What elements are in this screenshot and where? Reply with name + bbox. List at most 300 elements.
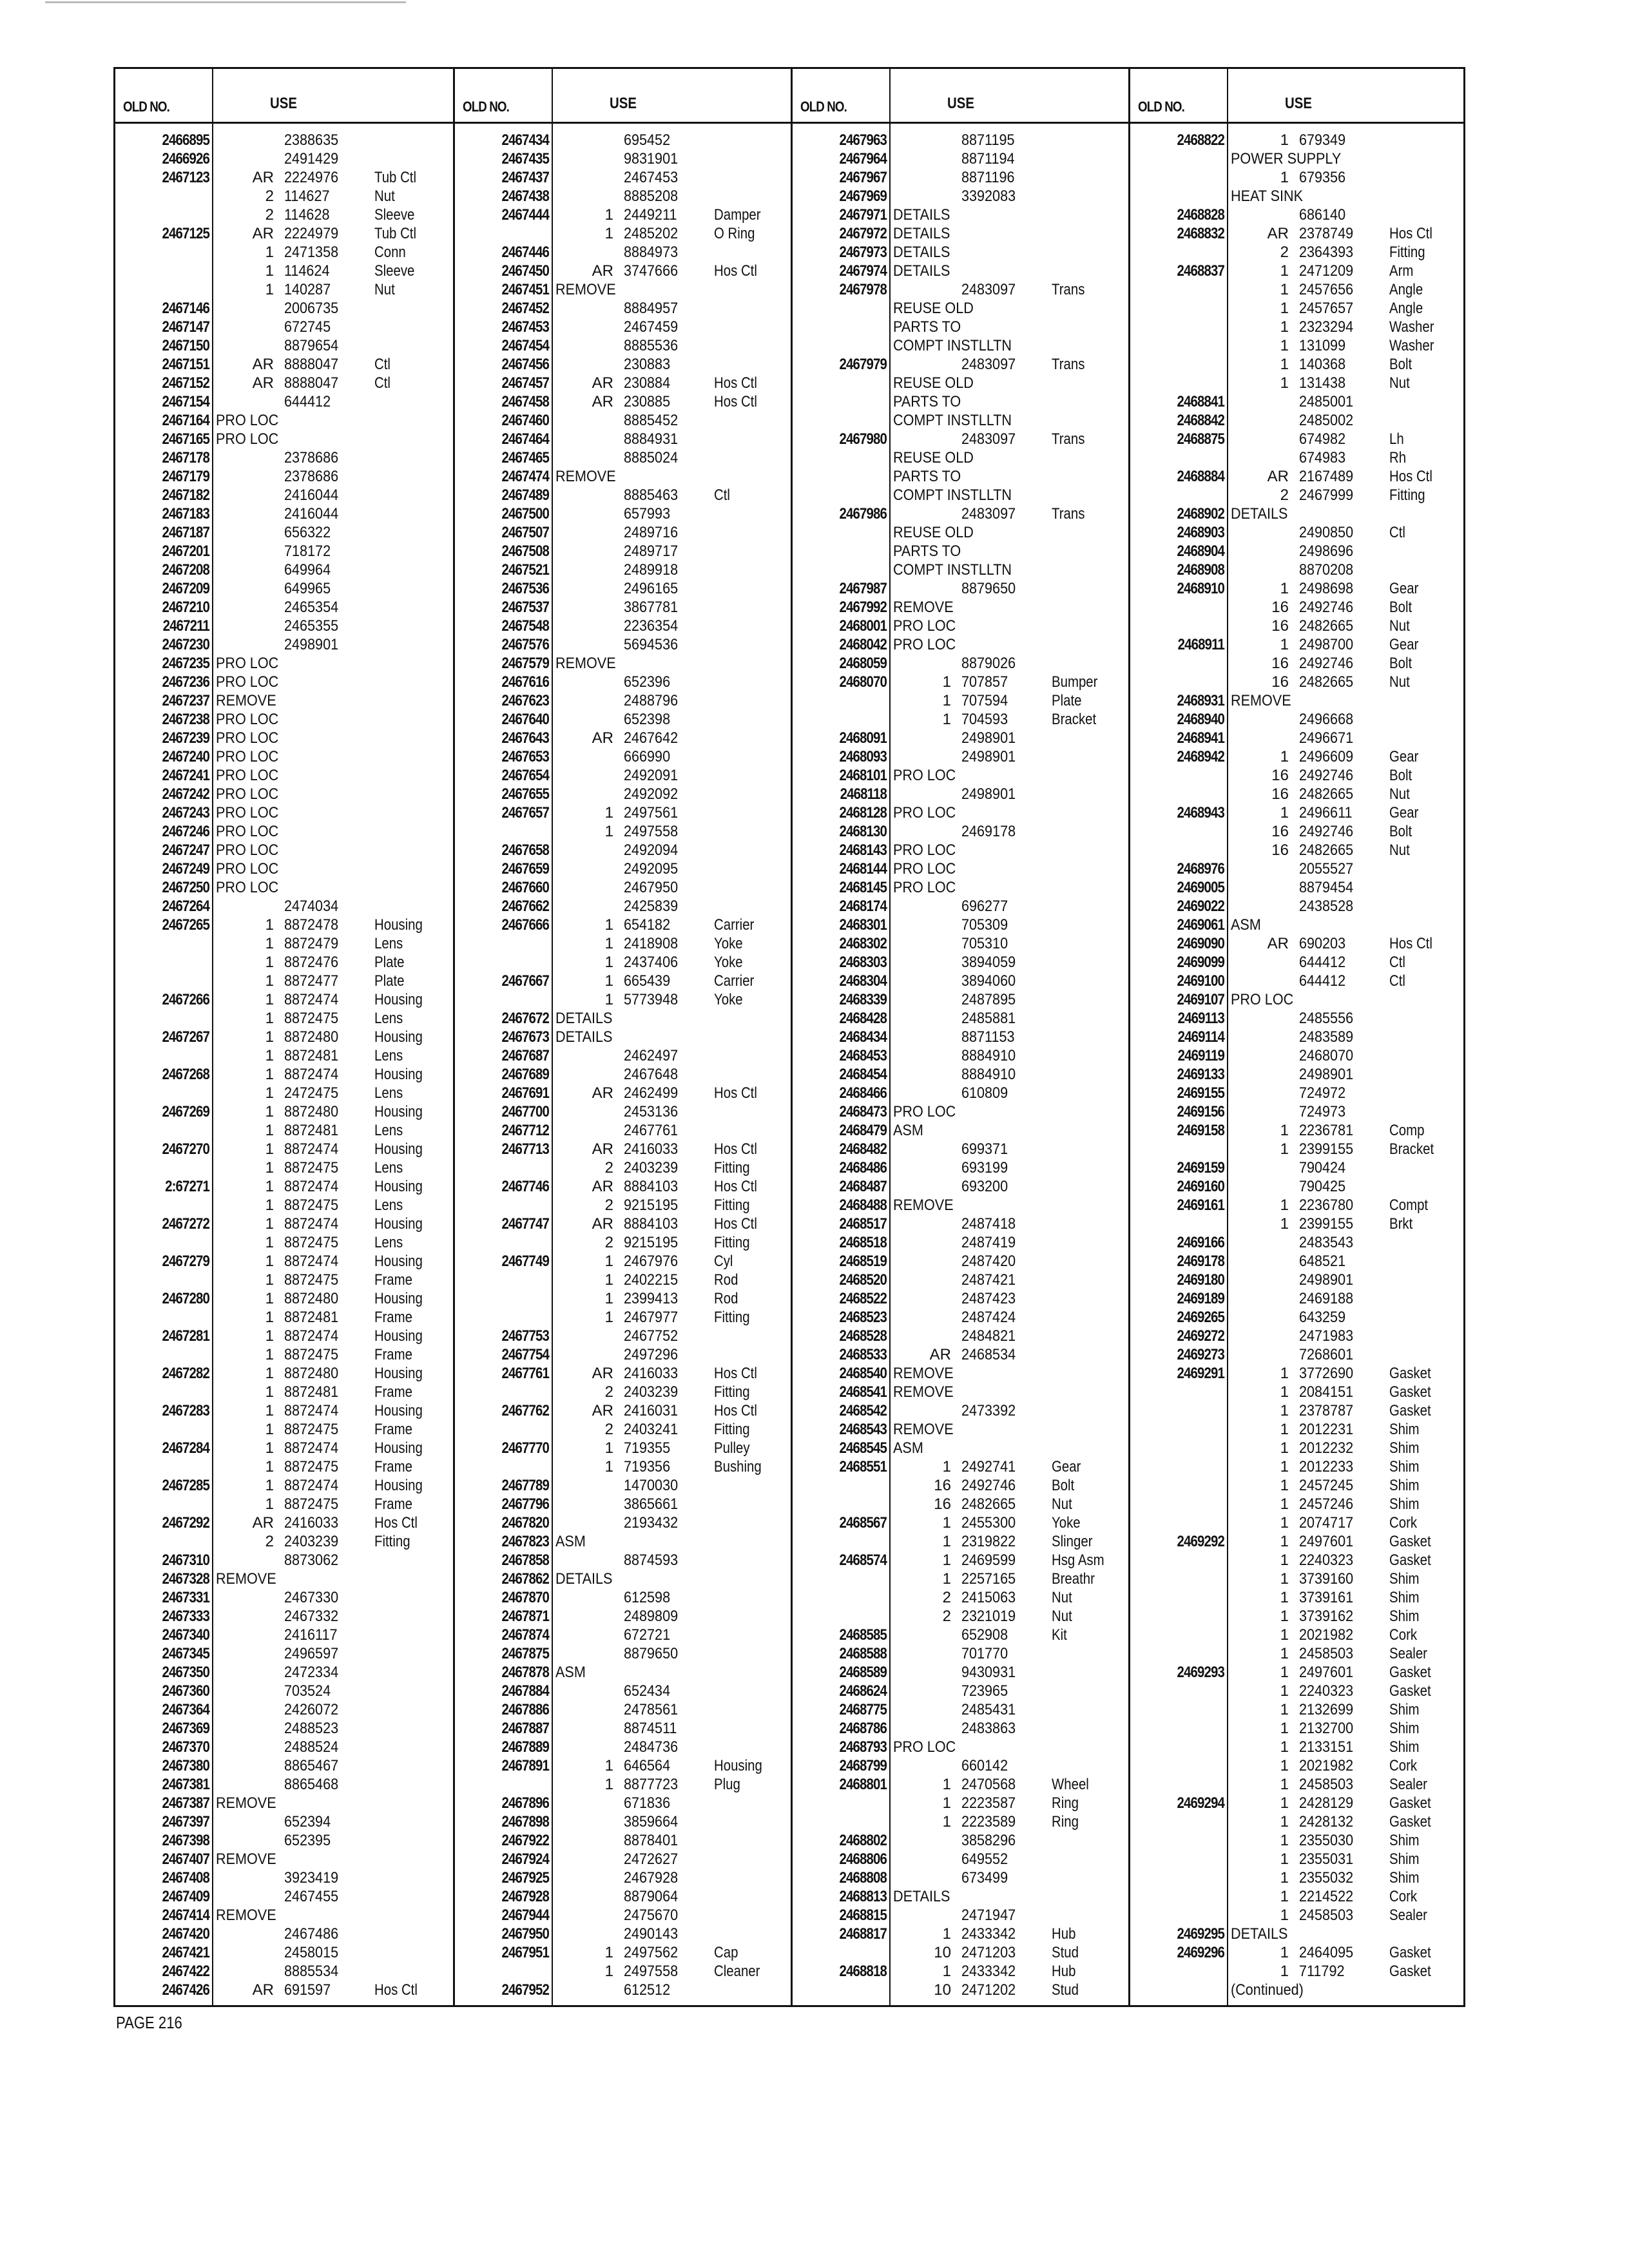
table-row	[115, 1869, 453, 1887]
table-row	[115, 1457, 453, 1476]
new-part-number: 2416033	[284, 1514, 339, 1532]
table-row	[1130, 523, 1463, 542]
table-row	[1130, 916, 1463, 934]
part-description: Hos Ctl	[374, 1514, 418, 1532]
remark-text: DETAILS	[1231, 1925, 1288, 1943]
row-list	[1130, 131, 1463, 1999]
part-description: Nut	[1052, 1495, 1072, 1513]
remark-text: DETAILS	[893, 244, 950, 261]
table-row	[793, 131, 1128, 149]
quantity: 1	[265, 1458, 274, 1475]
part-description: Hos Ctl	[714, 1402, 757, 1419]
old-part-number: 2468453	[839, 1047, 887, 1064]
new-part-number: 665439	[624, 972, 671, 990]
remark-text: COMPT INSTLLTN	[893, 412, 1012, 429]
table-column-4	[1128, 69, 1463, 2005]
old-part-number: 2467952	[501, 1981, 549, 1999]
new-part-number: 2488524	[284, 1738, 339, 1756]
table-row	[1130, 1345, 1463, 1364]
part-description: Hos Ctl	[374, 1981, 418, 1999]
part-description: Hos Ctl	[714, 1084, 757, 1102]
table-row	[115, 1794, 453, 1812]
new-part-number: 2388635	[284, 131, 339, 149]
new-part-number: 2167489	[1299, 468, 1354, 485]
new-part-number: 2487419	[961, 1234, 1016, 1251]
old-part-number: 2469273	[1177, 1346, 1224, 1363]
new-part-number: 8872479	[284, 935, 339, 952]
table-row	[455, 953, 791, 972]
old-part-number: 2467875	[501, 1645, 549, 1662]
table-row	[455, 1943, 791, 1962]
new-part-number: 8872481	[284, 1122, 339, 1139]
table-row	[115, 1551, 453, 1570]
new-part-number: 8872475	[284, 1234, 339, 1251]
new-part-number: 2498901	[961, 748, 1016, 765]
remark-text: PRO LOC	[216, 673, 279, 691]
old-part-number: 2469178	[1177, 1253, 1224, 1270]
part-description: Shim	[1389, 1720, 1420, 1737]
new-part-number: 8874593	[624, 1552, 679, 1569]
old-part-number: 2467691	[501, 1084, 549, 1102]
old-part-number: 2468145	[839, 879, 887, 896]
scan-artifact	[45, 1, 406, 3]
remark-text: ASM	[1231, 916, 1261, 934]
table-row	[1130, 1121, 1463, 1140]
old-part-number: 2467182	[162, 486, 209, 504]
new-part-number: 8870208	[1299, 561, 1354, 579]
old-part-number: 2468519	[839, 1253, 887, 1270]
old-part-number: 2:67271	[165, 1178, 209, 1195]
part-description: Washer	[1389, 318, 1434, 336]
table-row	[115, 392, 453, 411]
old-part-number: 2467282	[162, 1365, 209, 1382]
table-row	[793, 1102, 1128, 1121]
old-part-number: 2469189	[1177, 1290, 1224, 1307]
old-part-number: 2467451	[501, 281, 549, 298]
table-row	[115, 467, 453, 486]
quantity: 1	[265, 1122, 274, 1139]
new-part-number: 8879064	[624, 1888, 679, 1905]
new-part-number: 9215195	[624, 1196, 679, 1214]
quantity: 1	[942, 1813, 951, 1831]
old-part-number: 2467236	[162, 673, 209, 691]
new-part-number: 8872475	[284, 1458, 339, 1475]
new-part-number: 140287	[284, 281, 331, 298]
new-part-number: 8871195	[961, 131, 1015, 149]
new-part-number: 693199	[961, 1159, 1008, 1177]
old-part-number: 2467460	[501, 412, 549, 429]
new-part-number: 2403239	[624, 1159, 679, 1177]
table-row	[115, 411, 453, 430]
table-row	[455, 1457, 791, 1476]
new-part-number: 2471983	[1299, 1327, 1354, 1345]
new-part-number: 693200	[961, 1178, 1008, 1195]
old-part-number: 2467871	[501, 1608, 549, 1625]
remark-text: REMOVE	[893, 1196, 954, 1214]
quantity: 2	[604, 1421, 613, 1438]
new-part-number: 2471358	[284, 244, 339, 261]
quantity: 1	[1280, 131, 1289, 149]
old-part-number: 2467154	[162, 393, 209, 410]
table-row	[455, 131, 791, 149]
new-part-number: 2378749	[1299, 225, 1354, 242]
old-part-number: 2469160	[1177, 1178, 1224, 1195]
table-row	[793, 1756, 1128, 1775]
table-row	[793, 262, 1128, 280]
table-row	[1130, 1046, 1463, 1065]
part-description: Compt	[1389, 1196, 1429, 1214]
table-row	[455, 206, 791, 224]
table-row	[115, 673, 453, 691]
new-part-number: 2498700	[1299, 636, 1354, 653]
quantity: 1	[1280, 1738, 1289, 1756]
old-part-number: 2468832	[1177, 225, 1224, 242]
table-row	[1130, 542, 1463, 561]
table-row	[455, 1514, 791, 1532]
remark-text: REMOVE	[216, 692, 276, 709]
table-row	[455, 1327, 791, 1345]
quantity: 16	[1271, 785, 1289, 803]
table-row	[455, 299, 791, 318]
table-row	[455, 1607, 791, 1626]
table-row	[1130, 1327, 1463, 1345]
new-part-number: 8872475	[284, 1271, 339, 1289]
table-row	[1130, 1196, 1463, 1215]
quantity: 1	[265, 1346, 274, 1363]
old-part-number: 2467268	[162, 1066, 209, 1083]
new-part-number: 2416033	[624, 1140, 679, 1158]
table-row	[793, 1140, 1128, 1158]
table-row	[1130, 1775, 1463, 1794]
new-part-number: 656322	[284, 524, 331, 541]
new-part-number: 2471202	[961, 1981, 1016, 1999]
table-row	[455, 1906, 791, 1925]
quantity: AR	[592, 262, 613, 280]
old-part-number: 2467370	[162, 1738, 209, 1756]
table-column-1	[115, 69, 453, 2005]
quantity: 1	[265, 1421, 274, 1438]
table-column-3	[791, 69, 1128, 2005]
part-description: Bolt	[1389, 599, 1412, 616]
old-part-number: 2467713	[501, 1140, 549, 1158]
old-part-number: 2469119	[1177, 1047, 1224, 1064]
old-part-number: 2467464	[501, 430, 549, 448]
table-row	[115, 1158, 453, 1177]
new-part-number: 8872474	[284, 1178, 339, 1195]
remark-text: PRO LOC	[216, 655, 279, 672]
quantity: AR	[592, 1402, 613, 1419]
table-row	[793, 1719, 1128, 1738]
old-part-number: 2467643	[501, 729, 549, 747]
table-row	[115, 579, 453, 598]
table-row	[793, 1626, 1128, 1644]
table-row	[1130, 1383, 1463, 1401]
quantity: 2	[604, 1234, 613, 1251]
new-part-number: 2355031	[1299, 1850, 1354, 1868]
quantity: 16	[934, 1495, 951, 1513]
table-row	[455, 729, 791, 747]
table-row	[793, 1495, 1128, 1514]
table-row	[793, 1233, 1128, 1252]
table-row	[793, 448, 1128, 467]
old-part-number: 2467453	[501, 318, 549, 336]
part-description: Lens	[374, 1084, 403, 1102]
old-part-number: 2469272	[1177, 1327, 1224, 1345]
table-row	[455, 1682, 791, 1700]
table-row	[115, 1719, 453, 1738]
table-row	[1130, 1028, 1463, 1046]
old-part-number: 2467280	[162, 1290, 209, 1307]
part-description: Trans	[1052, 356, 1085, 373]
old-part-number: 2468434	[839, 1028, 887, 1046]
new-part-number: 2469188	[1299, 1290, 1354, 1307]
table-row	[1130, 1514, 1463, 1532]
new-part-number: 2487423	[961, 1290, 1016, 1307]
table-row	[793, 336, 1128, 355]
quantity: 1	[1280, 1682, 1289, 1700]
column-header	[115, 69, 453, 124]
old-part-number: 2467746	[501, 1178, 549, 1195]
table-row	[115, 1682, 453, 1700]
table-row	[455, 747, 791, 766]
old-part-number: 2467284	[162, 1439, 209, 1457]
new-part-number: 2497601	[1299, 1533, 1354, 1550]
quantity: 1	[1280, 1626, 1289, 1644]
new-part-number: 8865467	[284, 1757, 339, 1774]
table-row	[115, 336, 453, 355]
table-row	[1130, 617, 1463, 635]
old-part-number: 2467660	[501, 879, 549, 896]
table-row	[115, 1812, 453, 1831]
table-row	[115, 131, 453, 149]
quantity: 1	[604, 1290, 613, 1307]
table-row	[793, 1850, 1128, 1869]
remark-text: PRO LOC	[893, 1738, 956, 1756]
old-part-number: 2467208	[162, 561, 209, 579]
new-part-number: 8884103	[624, 1178, 679, 1195]
new-part-number: 2462499	[624, 1084, 679, 1102]
new-part-number: 644412	[1299, 972, 1346, 990]
old-part-number: 2468931	[1177, 692, 1224, 709]
old-part-number: 2467179	[162, 468, 209, 485]
new-part-number: 724973	[1299, 1103, 1346, 1120]
quantity: 1	[1280, 1458, 1289, 1475]
table-row	[115, 542, 453, 561]
old-part-number: 2467870	[501, 1589, 549, 1606]
new-part-number: 2462497	[624, 1047, 679, 1064]
table-row	[1130, 1700, 1463, 1719]
table-row	[793, 916, 1128, 934]
old-part-number: 2468304	[839, 972, 887, 990]
table-row	[115, 1439, 453, 1457]
part-description: Cap	[714, 1944, 738, 1961]
quantity: 10	[934, 1981, 951, 1999]
part-description: Carrier	[714, 916, 755, 934]
table-row	[793, 1158, 1128, 1177]
old-part-number: 2468589	[839, 1664, 887, 1681]
table-row	[793, 1121, 1128, 1140]
table-row	[455, 1831, 791, 1850]
old-part-number: 2467944	[501, 1907, 549, 1924]
remark-text: PRO LOC	[216, 841, 279, 859]
old-part-number: 2468799	[839, 1757, 887, 1774]
new-part-number: 2498901	[1299, 1066, 1354, 1083]
old-part-number: 2468588	[839, 1645, 887, 1662]
old-part-number: 2467266	[162, 991, 209, 1008]
table-row	[115, 1215, 453, 1233]
table-row	[455, 1644, 791, 1663]
part-description: Hub	[1052, 1963, 1076, 1980]
new-part-number: 2464095	[1299, 1944, 1354, 1961]
table-row	[1130, 1962, 1463, 1981]
new-part-number: 652395	[284, 1832, 331, 1849]
old-part-number: 2468428	[839, 1010, 887, 1027]
part-description: Gasket	[1389, 1682, 1431, 1700]
new-part-number: 2467648	[624, 1066, 679, 1083]
quantity: 1	[1280, 1402, 1289, 1419]
table-row	[793, 1271, 1128, 1289]
new-part-number: 2132700	[1299, 1720, 1354, 1737]
table-row	[793, 1009, 1128, 1028]
old-part-number: 2468070	[839, 673, 887, 691]
new-part-number: 2492746	[1299, 655, 1354, 672]
part-description: Damper	[714, 206, 761, 224]
table-row	[455, 1719, 791, 1738]
old-part-number: 2467345	[162, 1645, 209, 1662]
quantity: 1	[1280, 1720, 1289, 1737]
part-description: Housing	[374, 1402, 423, 1419]
table-row	[455, 579, 791, 598]
new-part-number: 2084151	[1299, 1383, 1354, 1401]
new-part-number: 3894059	[961, 954, 1016, 971]
old-part-number: 2468339	[839, 991, 887, 1008]
table-row	[793, 318, 1128, 336]
column-header	[455, 69, 791, 124]
new-part-number: 2488523	[284, 1720, 339, 1737]
quantity: 1	[1280, 1365, 1289, 1382]
old-part-number: 2468001	[839, 617, 887, 635]
old-part-number: 2468303	[839, 954, 887, 971]
part-description: Sealer	[1389, 1907, 1427, 1924]
part-description: Nut	[1389, 841, 1410, 859]
table-row	[455, 542, 791, 561]
table-row	[793, 1327, 1128, 1345]
old-part-number: 2467360	[162, 1682, 209, 1700]
table-row	[793, 411, 1128, 430]
new-part-number: 705309	[961, 916, 1008, 934]
table-row	[455, 1084, 791, 1102]
quantity: 1	[604, 1963, 613, 1980]
table-row	[793, 355, 1128, 374]
new-part-number: 2469599	[961, 1552, 1016, 1569]
old-part-number: 2468091	[839, 729, 887, 747]
remark-text: DETAILS	[893, 1888, 950, 1905]
quantity: 1	[265, 991, 274, 1008]
old-part-number: 2468479	[839, 1122, 887, 1139]
new-part-number: 3867781	[624, 599, 679, 616]
remark-text: (Continued)	[1231, 1981, 1304, 1999]
new-part-number: 2457656	[1299, 281, 1354, 298]
old-part-number: 2467925	[501, 1869, 549, 1887]
old-part-number: 2467446	[501, 244, 549, 261]
table-row	[793, 1514, 1128, 1532]
table-row	[793, 1700, 1128, 1719]
new-part-number: 2458503	[1299, 1645, 1354, 1662]
quantity: 1	[265, 1140, 274, 1158]
old-part-number: 2467862	[501, 1570, 549, 1588]
new-part-number: 2416031	[624, 1402, 679, 1419]
old-part-number: 2467283	[162, 1402, 209, 1419]
table-row	[455, 1046, 791, 1065]
part-description: Hos Ctl	[714, 1215, 757, 1233]
quantity: 16	[1271, 655, 1289, 672]
new-part-number: 2485431	[961, 1701, 1016, 1718]
quantity: 1	[1280, 300, 1289, 317]
quantity: 16	[934, 1477, 951, 1494]
remark-text: DETAILS	[555, 1570, 613, 1588]
new-part-number: 2236781	[1299, 1122, 1354, 1139]
table-row	[1130, 467, 1463, 486]
new-part-number: 8872474	[284, 1066, 339, 1083]
new-part-number: 644412	[284, 393, 331, 410]
table-row	[455, 336, 791, 355]
table-row	[115, 1887, 453, 1906]
old-part-number: 2468101	[839, 767, 887, 784]
old-part-number: 2467237	[162, 692, 209, 709]
old-part-number: 2467579	[501, 655, 549, 672]
part-description: Ctl	[1389, 524, 1405, 541]
part-description: Rod	[714, 1271, 738, 1289]
table-row	[793, 860, 1128, 878]
table-row	[793, 1570, 1128, 1588]
quantity: 1	[265, 1439, 274, 1457]
old-part-number: 2467521	[501, 561, 549, 579]
new-part-number: 2457657	[1299, 300, 1354, 317]
table-row	[1130, 1476, 1463, 1495]
old-part-number: 2467489	[501, 486, 549, 504]
new-part-number: 2438528	[1299, 898, 1354, 915]
old-part-number: 2469166	[1177, 1234, 1224, 1251]
table-row	[115, 972, 453, 990]
old-part-number: 2468118	[840, 785, 887, 803]
table-row	[793, 1065, 1128, 1084]
table-row	[1130, 411, 1463, 430]
table-row	[455, 1981, 791, 1999]
new-part-number: 671836	[624, 1794, 671, 1812]
old-part-number: 2467151	[162, 356, 209, 373]
table-row	[793, 785, 1128, 803]
new-part-number: 8884931	[624, 430, 679, 448]
quantity: 1	[265, 1327, 274, 1345]
table-row	[115, 953, 453, 972]
new-part-number: 2455300	[961, 1514, 1016, 1532]
table-row	[793, 224, 1128, 243]
new-part-number: 2492092	[624, 785, 679, 803]
quantity: 1	[1280, 1140, 1289, 1158]
table-row	[1130, 149, 1463, 168]
old-part-number: 2469293	[1177, 1664, 1224, 1681]
old-part-number: 2467967	[839, 169, 887, 186]
old-part-number: 2467971	[839, 206, 887, 224]
new-part-number: 701770	[961, 1645, 1008, 1662]
remark-text: REMOVE	[893, 599, 954, 616]
table-row	[455, 617, 791, 635]
quantity: 1	[1280, 1888, 1289, 1905]
new-part-number: 2492746	[1299, 767, 1354, 784]
new-part-number: 2403241	[624, 1421, 679, 1438]
table-row	[1130, 710, 1463, 729]
table-row	[115, 1177, 453, 1196]
